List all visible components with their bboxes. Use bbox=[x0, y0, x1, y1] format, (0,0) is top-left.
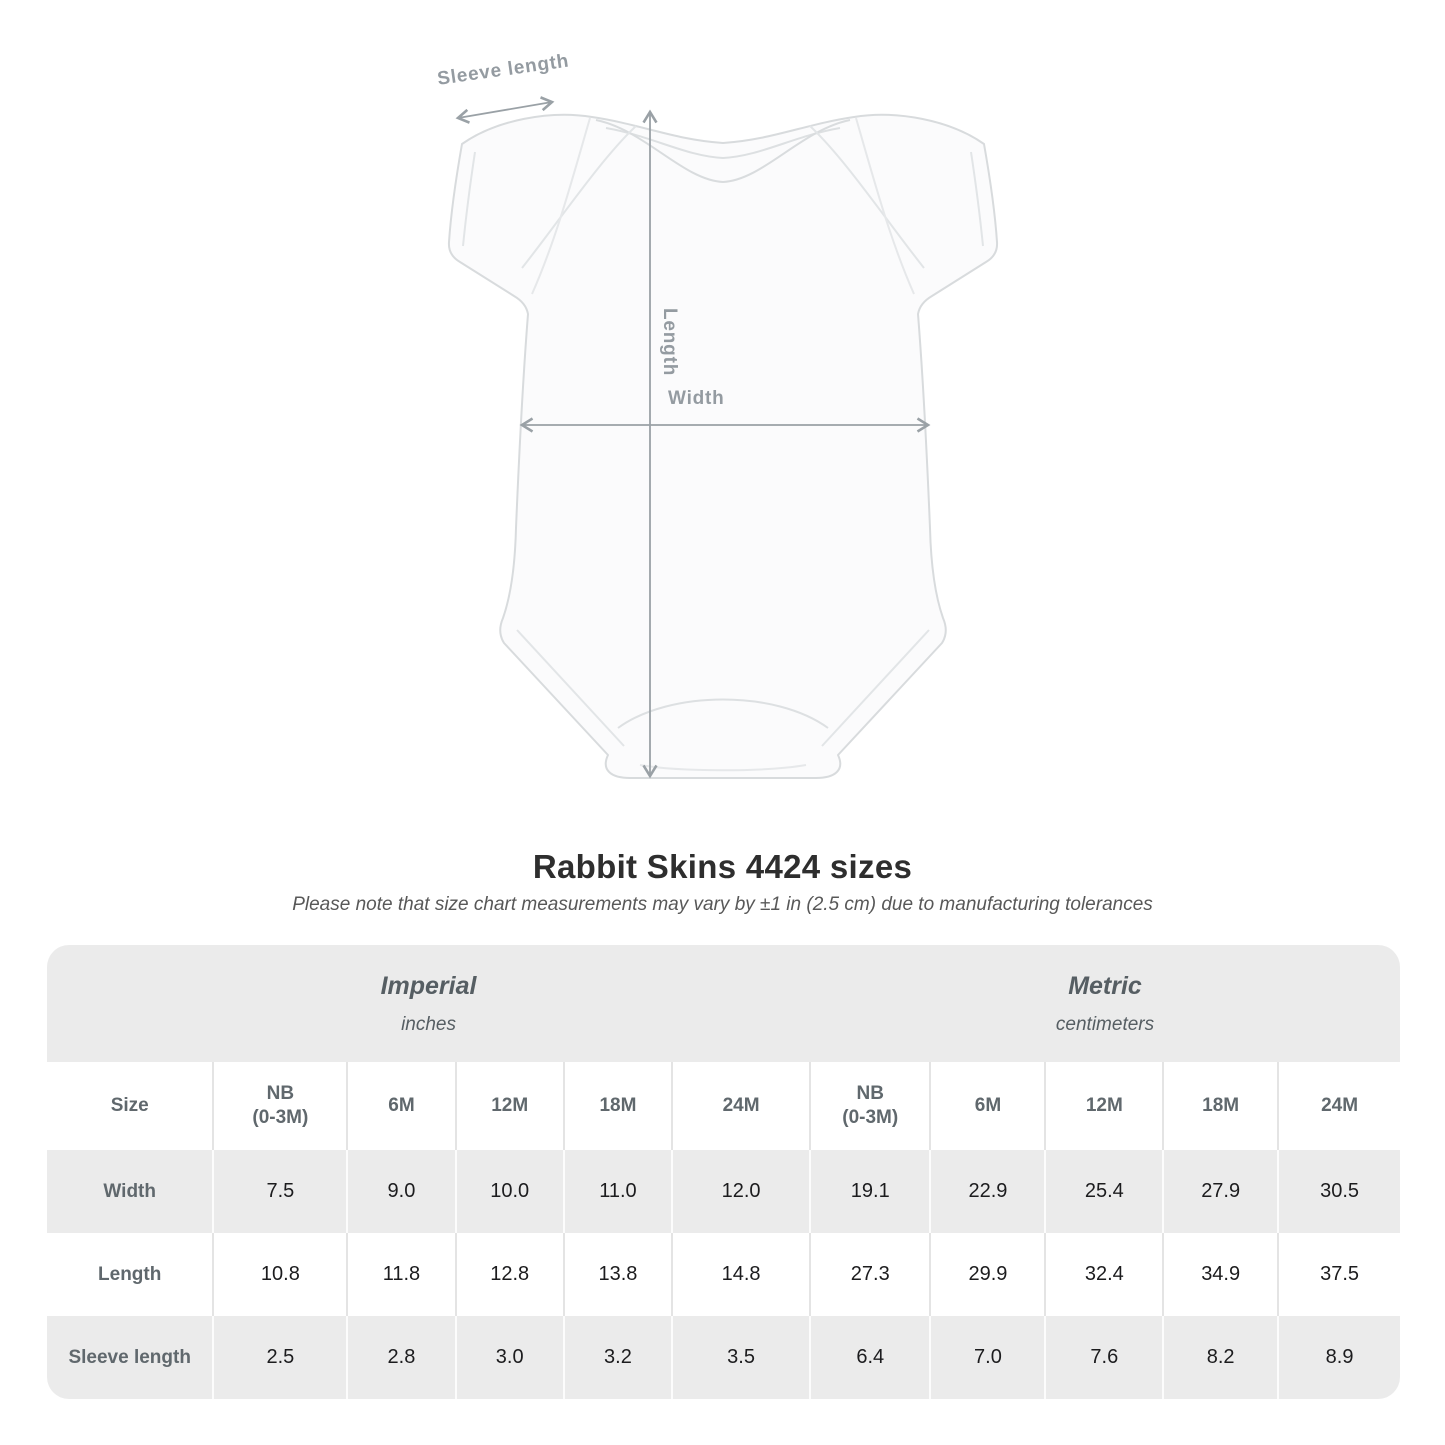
length-value-cell: 37.5 bbox=[1278, 1233, 1400, 1316]
width-value-cell: 9.0 bbox=[347, 1150, 455, 1233]
size-header-24m-imperial: 24M bbox=[672, 1062, 810, 1150]
width-value-cell: 30.5 bbox=[1278, 1150, 1400, 1233]
length-value-cell: 32.4 bbox=[1045, 1233, 1163, 1316]
sleeve-value-cell: 2.5 bbox=[213, 1316, 347, 1399]
centimeters-label: centimeters bbox=[1055, 1013, 1155, 1035]
size-header-6m-metric: 6M bbox=[930, 1062, 1045, 1150]
sleeve-value-cell: 2.8 bbox=[347, 1316, 455, 1399]
length-row bbox=[47, 1233, 1400, 1316]
sleeve-value-cell: 7.0 bbox=[930, 1316, 1045, 1399]
size-header-18m-metric: 18M bbox=[1163, 1062, 1278, 1150]
unit-group-header-row bbox=[47, 945, 1400, 1062]
sleeve-value-cell: 3.2 bbox=[564, 1316, 672, 1399]
inches-label: inches bbox=[401, 1013, 456, 1035]
bodysuit-diagram bbox=[400, 50, 1060, 820]
metric-label: Metric bbox=[1068, 971, 1142, 1000]
size-header-12m-imperial: 12M bbox=[456, 1062, 564, 1150]
imperial-label: Imperial bbox=[380, 971, 477, 1000]
width-value-cell: 11.0 bbox=[564, 1150, 672, 1233]
size-table bbox=[47, 945, 1400, 1399]
size-header-18m-imperial: 18M bbox=[564, 1062, 672, 1150]
page-title: Rabbit Skins 4424 sizes bbox=[532, 848, 913, 885]
sleeve-value-cell: 8.9 bbox=[1278, 1316, 1400, 1399]
width-value-cell: 25.4 bbox=[1045, 1150, 1163, 1233]
size-header-row bbox=[47, 1062, 1400, 1150]
length-value-cell: 29.9 bbox=[930, 1233, 1045, 1316]
sleeve-value-cell: 6.4 bbox=[810, 1316, 930, 1399]
length-value-cell: 14.8 bbox=[672, 1233, 810, 1316]
size-header-nb-metric: NB (0-3M) bbox=[810, 1062, 930, 1150]
bodysuit-shape bbox=[449, 115, 997, 778]
size-column-header: Size bbox=[47, 1062, 213, 1150]
length-value-cell: 11.8 bbox=[347, 1233, 455, 1316]
sleeve-value-cell: 3.0 bbox=[456, 1316, 564, 1399]
row-label-length: Length bbox=[47, 1233, 213, 1316]
sleeve-value-cell: 7.6 bbox=[1045, 1316, 1163, 1399]
width-value-cell: 7.5 bbox=[213, 1150, 347, 1233]
tolerance-note: Please note that size chart measurements may vary by ±1 in (2.5 cm) due to manufacturing tolerances bbox=[292, 894, 1153, 915]
width-value-cell: 27.9 bbox=[1163, 1150, 1278, 1233]
length-label: Length bbox=[659, 308, 680, 377]
row-label-sleeve-length: Sleeve length bbox=[47, 1316, 213, 1399]
length-value-cell: 27.3 bbox=[810, 1233, 930, 1316]
width-row bbox=[47, 1150, 1400, 1233]
sleeve-value-cell: 3.5 bbox=[672, 1316, 810, 1399]
length-value-cell: 12.8 bbox=[456, 1233, 564, 1316]
length-value-cell: 10.8 bbox=[213, 1233, 347, 1316]
width-label: Width bbox=[668, 388, 725, 409]
length-value-cell: 13.8 bbox=[564, 1233, 672, 1316]
length-value-cell: 34.9 bbox=[1163, 1233, 1278, 1316]
size-header-nb-imperial: NB (0-3M) bbox=[213, 1062, 347, 1150]
width-value-cell: 19.1 bbox=[810, 1150, 930, 1233]
size-header-24m-metric: 24M bbox=[1278, 1062, 1400, 1150]
sleeve-length-label: Sleeve length bbox=[436, 50, 571, 90]
row-label-width: Width bbox=[47, 1150, 213, 1233]
imperial-group-header bbox=[47, 945, 810, 1062]
width-value-cell: 10.0 bbox=[456, 1150, 564, 1233]
sleeve-value-cell: 8.2 bbox=[1163, 1316, 1278, 1399]
metric-group-header bbox=[810, 945, 1400, 1062]
sleeve-length-row bbox=[47, 1316, 1400, 1399]
width-value-cell: 12.0 bbox=[672, 1150, 810, 1233]
size-header-6m-imperial: 6M bbox=[347, 1062, 455, 1150]
size-header-12m-metric: 12M bbox=[1045, 1062, 1163, 1150]
width-value-cell: 22.9 bbox=[930, 1150, 1045, 1233]
bodysuit-illustration bbox=[400, 60, 1060, 820]
